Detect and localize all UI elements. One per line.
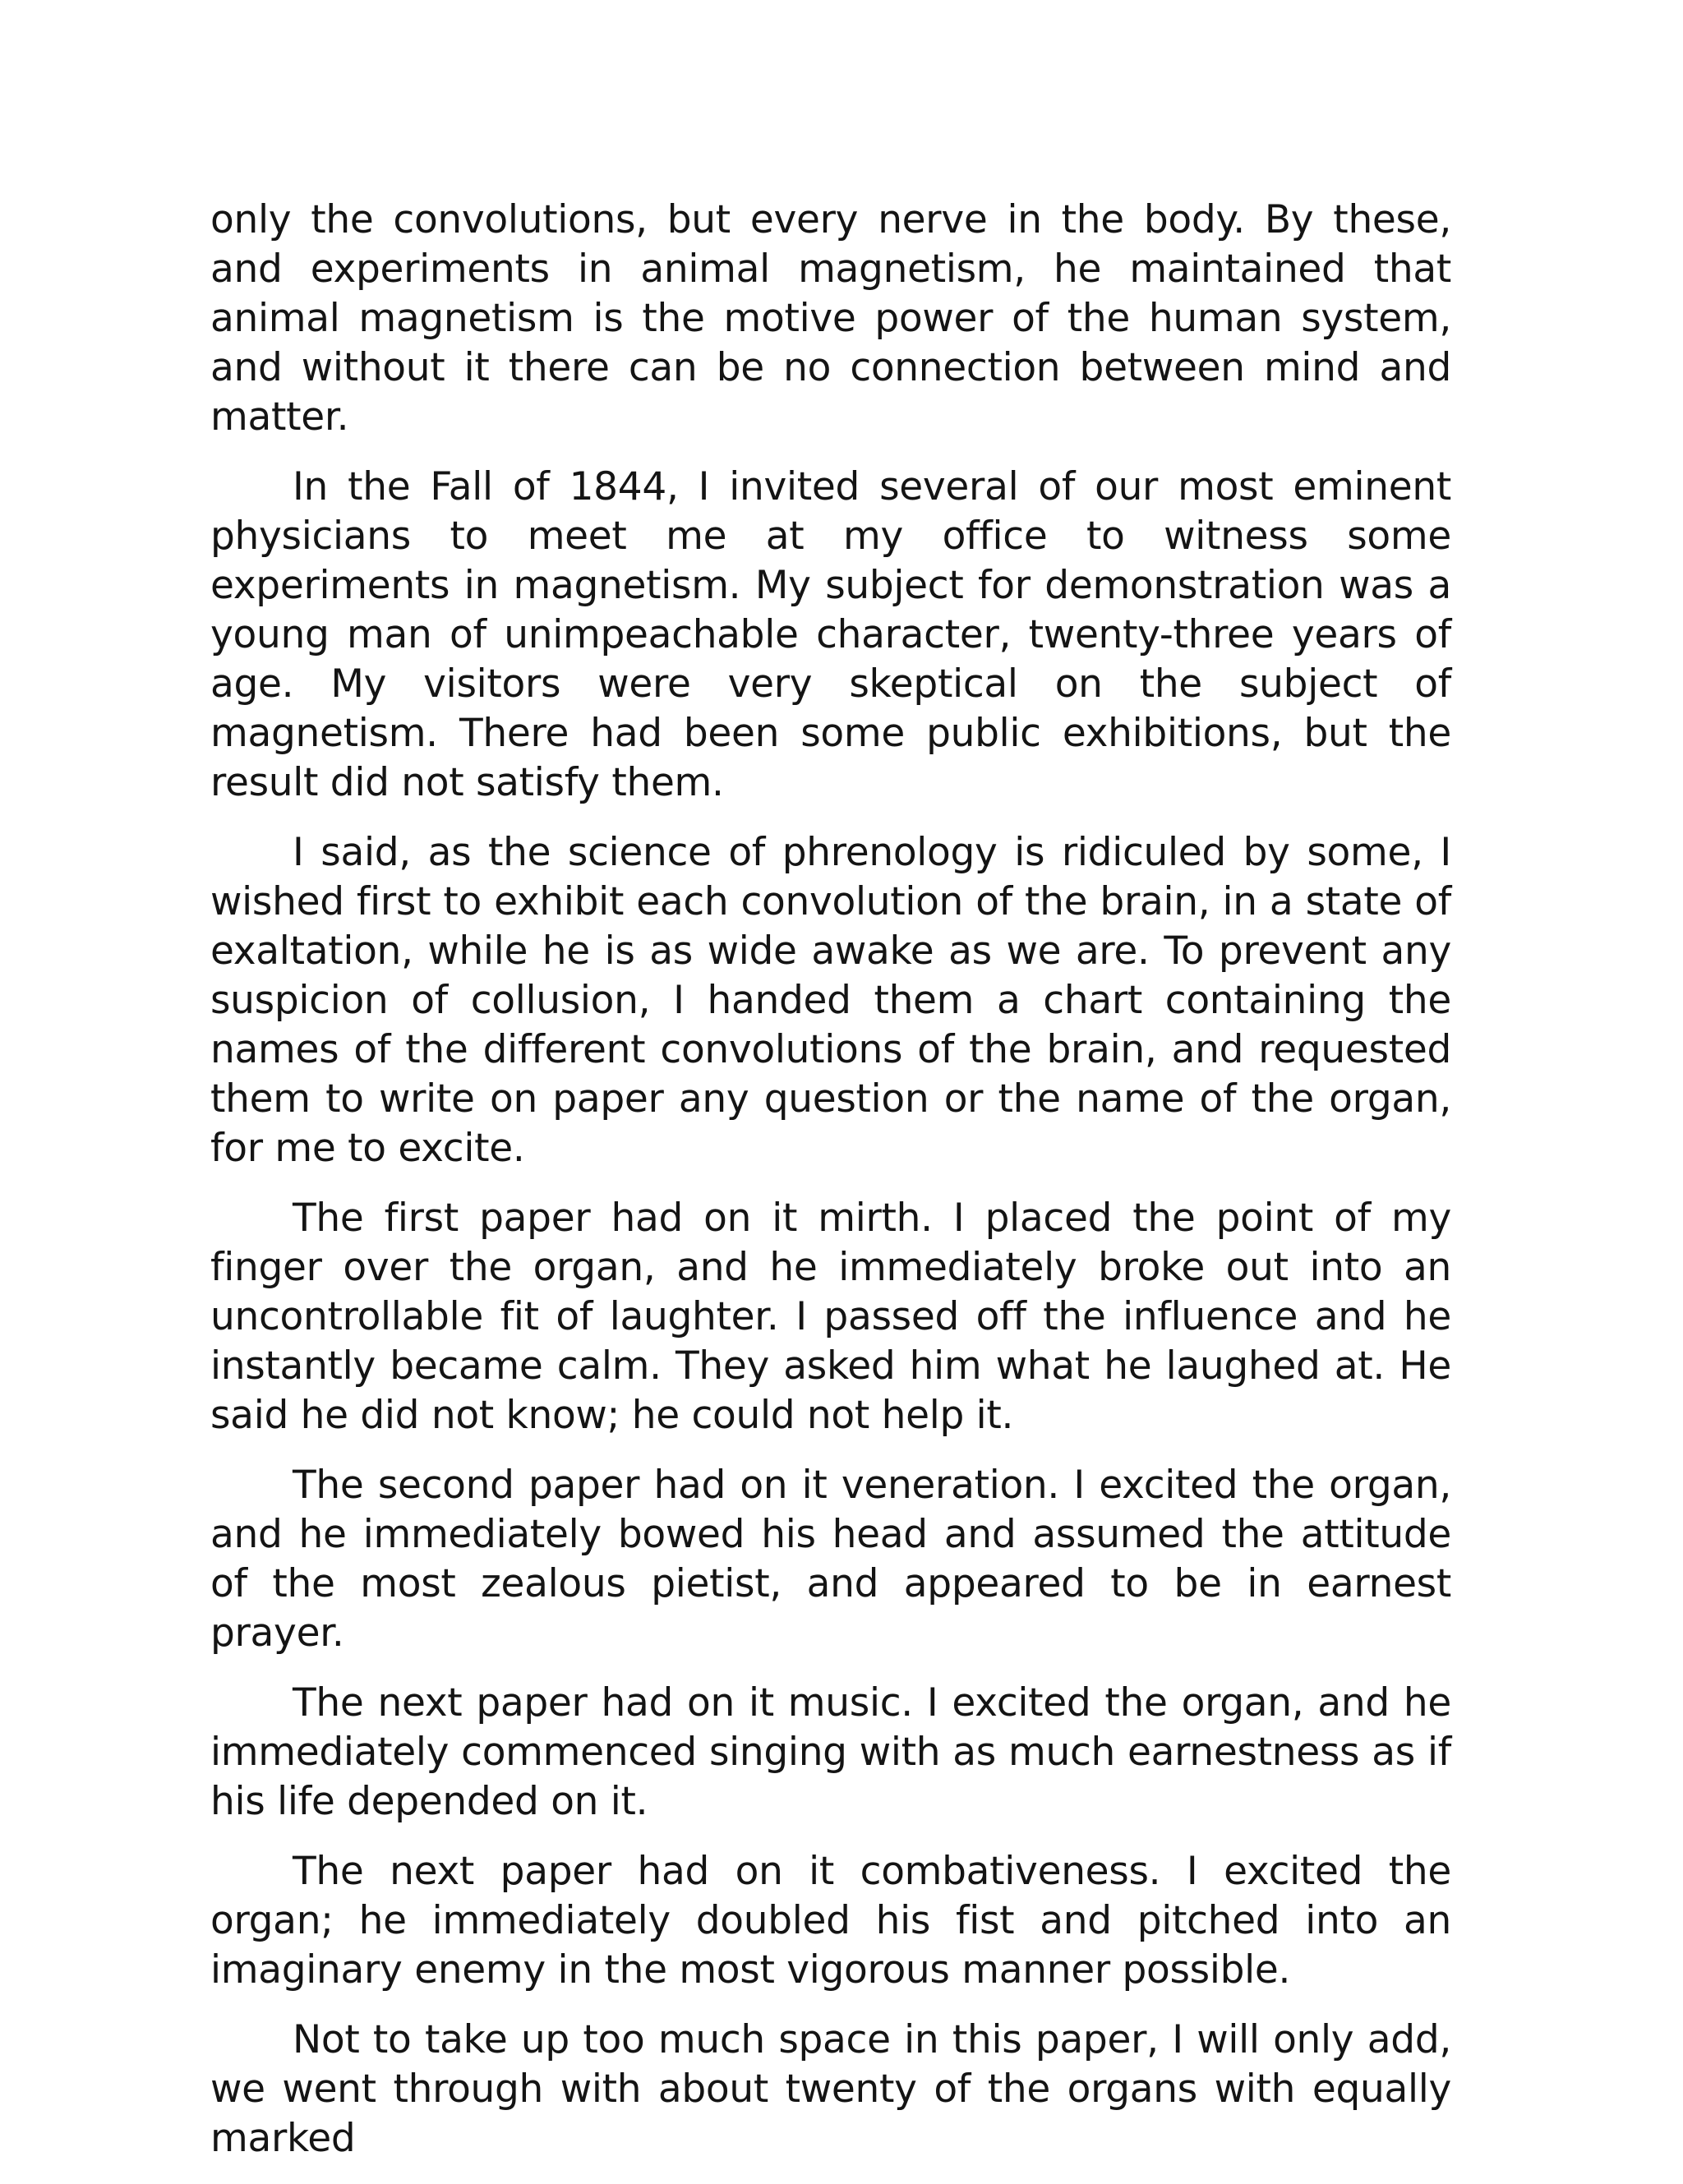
paragraph-4: The first paper had on it mirth. I placed the point of my finger over the organ, and he immediately broke out into an uncontrollable fit of laughter. I passed off the influence and he instantly became calm. They asked him what he laughed at. He said he did not know; he could not help it. <box>210 1196 1451 1438</box>
paragraph-7: The next paper had on it combativeness. I excited the organ; he immediately doubled his fist and pitched into an imaginary enemy in the most vigorous manner possible. <box>210 1849 1451 1993</box>
body-text <box>210 196 1451 2184</box>
paragraph-5: The second paper had on it veneration. I excited the organ, and he immediately bowed his head and assumed the attitude of the most zealous pietist, and appeared to be in earnest prayer. <box>210 1463 1451 1656</box>
paragraph-3: I said, as the science of phrenology is ridiculed by some, I wished first to exhibit each convolution of the brain, in a state of exaltation, while he is as wide awake as we are. To prevent any suspicion of collusion, I handed them a chart containing the names of the different convolutions of the brain, and requested them to write on paper any question or the name of the organ, for me to excite. <box>210 830 1451 1171</box>
paragraph-6: The next paper had on it music. I excited the organ, and he immediately commenced singing with as much earnestness as if his life depended on it. <box>210 1680 1451 1824</box>
paragraph-2: In the Fall of 1844, I invited several of our most eminent physicians to meet me at my office to witness some experiments in magnetism. My subject for demonstration was a young man of unimpeachable character, twenty-three years of age. My visitors were very skeptical on the subject of magnetism. There had been some public exhibitions, but the result did not satisfy them. <box>210 464 1451 805</box>
paragraph-1: only the convolutions, but every nerve in the body. By these, and experiments in animal magnetism, he maintained that animal magnetism is the motive power of the human system, and without it there can be no connection between mind and matter. <box>210 197 1451 440</box>
paragraph-8: Not to take up too much space in this paper, I will only add, we went through with about twenty of the organs with equally marked <box>210 2017 1451 2161</box>
